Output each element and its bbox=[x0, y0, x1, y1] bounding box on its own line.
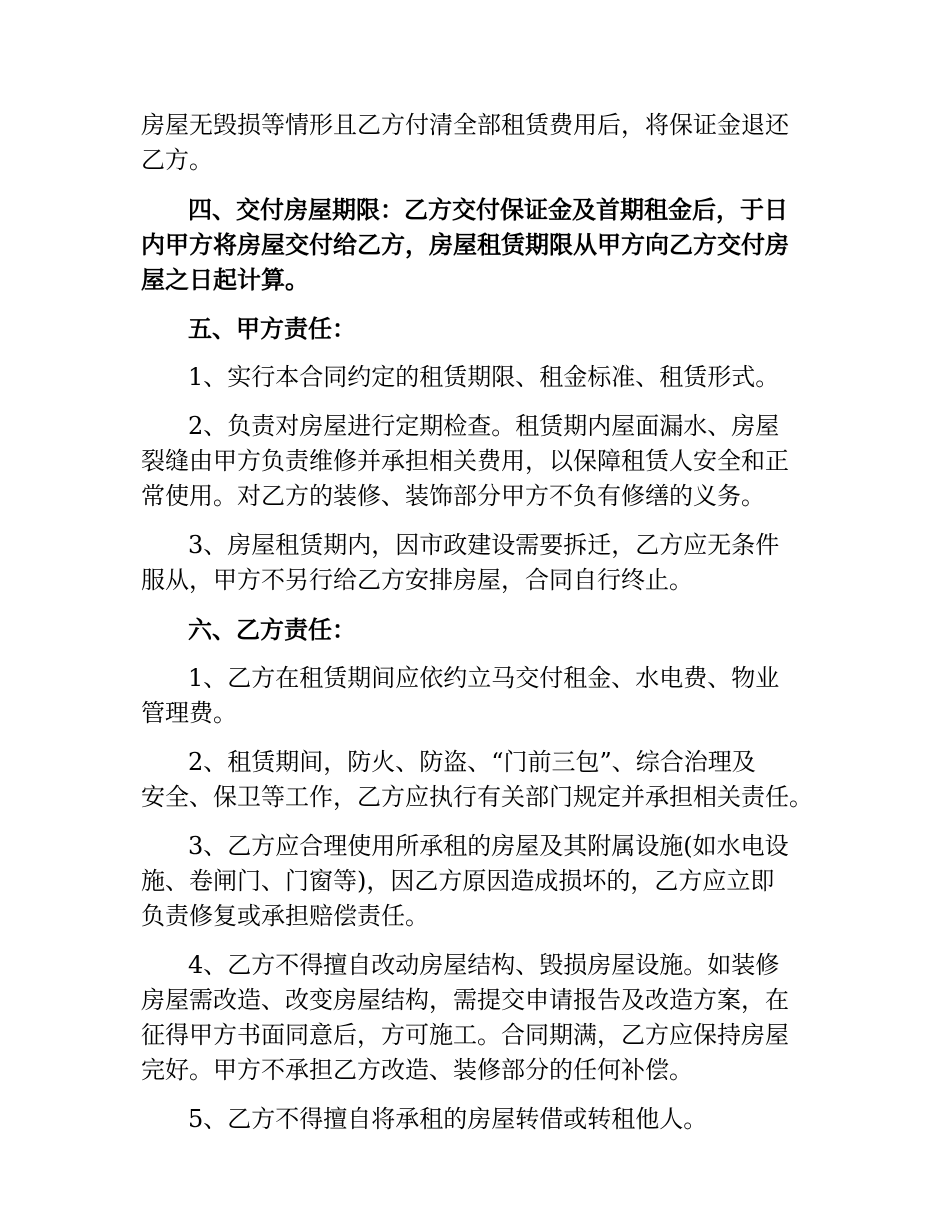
landlord-duty-1 bbox=[141, 360, 821, 395]
tenant-duty-1 bbox=[141, 661, 821, 731]
text-line: 裂缝由甲方负责维修并承担相关费用，以保障租赁人安全和正 bbox=[141, 447, 789, 475]
text-line: 征得甲方书面同意后，方可施工。合同期满，乙方应保持房屋 bbox=[141, 1021, 789, 1049]
text-line: 房屋需改造、改变房屋结构，需提交申请报告及改造方案，在 bbox=[141, 986, 789, 1014]
heading-tenant-duties bbox=[141, 612, 821, 647]
paragraph-deposit-return bbox=[141, 108, 821, 178]
text-line: 服从，甲方不另行给乙方安排房屋，合同自行终止。 bbox=[141, 566, 693, 594]
text-line: 房屋无毁损等情形且乙方付清全部租赁费用后，将保证金退还 bbox=[141, 111, 789, 139]
text-line: 管理费。 bbox=[141, 699, 237, 727]
landlord-duty-3 bbox=[141, 528, 821, 598]
text-line: 1、实行本合同约定的租赁期限、租金标准、租赁形式。 bbox=[188, 363, 780, 391]
document-page bbox=[141, 108, 821, 1137]
landlord-duty-2 bbox=[141, 409, 821, 514]
text-line: 五、甲方责任： bbox=[188, 314, 356, 343]
text-line: 负责修复或承担赔偿责任。 bbox=[141, 902, 429, 930]
text-line: 3、乙方应合理使用所承租的房屋及其附属设施(如水电设 bbox=[188, 832, 789, 860]
text-line: 内甲方将房屋交付给乙方，房屋租赁期限从甲方向乙方交付房 bbox=[141, 230, 789, 259]
text-line: 2、负责对房屋进行定期检查。租赁期内屋面漏水、房屋 bbox=[188, 412, 780, 440]
tenant-duty-3 bbox=[141, 829, 821, 934]
heading-landlord-duties bbox=[141, 311, 821, 346]
text-line: 常使用。对乙方的装修、装饰部分甲方不负有修缮的义务。 bbox=[141, 482, 765, 510]
text-line: 5、乙方不得擅自将承租的房屋转借或转租他人。 bbox=[188, 1105, 708, 1133]
text-line: 安全、保卫等工作，乙方应执行有关部门规定并承担相关责任。 bbox=[141, 783, 813, 811]
tenant-duty-5 bbox=[141, 1102, 821, 1137]
text-line: 乙方。 bbox=[141, 146, 213, 174]
tenant-duty-2 bbox=[141, 745, 821, 815]
text-line: 六、乙方责任： bbox=[188, 615, 356, 644]
text-line: 屋之日起计算。 bbox=[141, 265, 309, 294]
text-line: 3、房屋租赁期内，因市政建设需要拆迁，乙方应无条件 bbox=[188, 531, 780, 559]
text-line: 施、卷闸门、门窗等)，因乙方原因造成损坏的，乙方应立即 bbox=[141, 867, 775, 895]
text-line: 四、交付房屋期限：乙方交付保证金及首期租金后，于日 bbox=[188, 195, 788, 224]
clause-four-delivery-period bbox=[141, 192, 821, 297]
text-line: 2、租赁期间，防火、防盗、“门前三包”、综合治理及 bbox=[188, 748, 756, 776]
text-line: 1、乙方在租赁期间应依约立马交付租金、水电费、物业 bbox=[188, 664, 780, 692]
tenant-duty-4 bbox=[141, 948, 821, 1088]
text-line: 4、乙方不得擅自改动房屋结构、毁损房屋设施。如装修 bbox=[188, 951, 780, 979]
text-line: 完好。甲方不承担乙方改造、装修部分的任何补偿。 bbox=[141, 1056, 693, 1084]
